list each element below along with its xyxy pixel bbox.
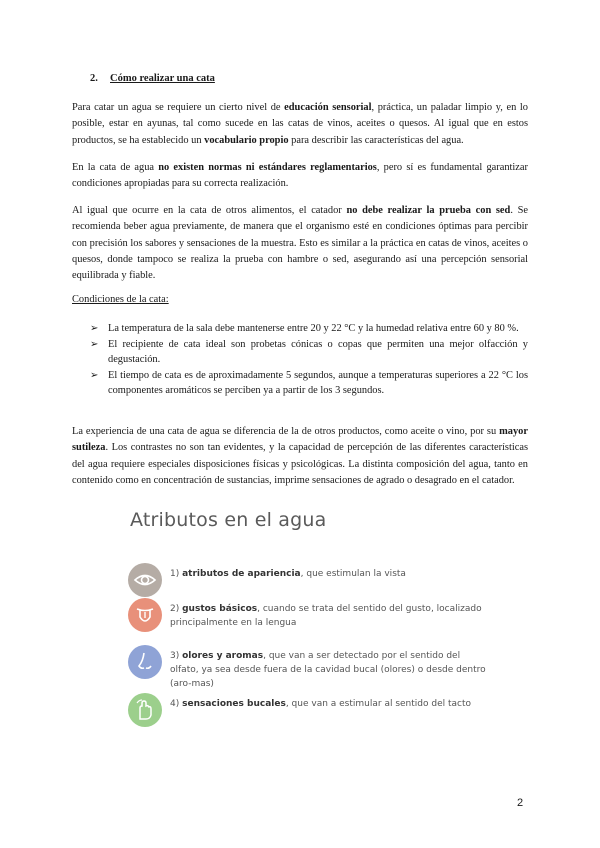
text-run: 2) <box>170 604 183 614</box>
bold-run: olores y aromas <box>182 651 264 661</box>
text-run: 4) <box>170 699 183 709</box>
infographic-title: Atributos en el agua <box>130 509 327 531</box>
text-run: , que van a estimular al sentido del tacto <box>285 699 472 709</box>
arrow-bullet-icon: ➢ <box>90 338 99 350</box>
list-item-text: El recipiente de cata ideal son probetas cónicas o copas que permiten una mejor olfacción y degustación. <box>108 338 528 365</box>
text-run: La experiencia de una cata de agua se diferencia de la de otros productos, como aceite o vino, por su <box>72 426 500 437</box>
attribute-text <box>170 649 488 691</box>
bold-run: gustos básicos <box>182 604 258 614</box>
paragraph-subtlety <box>72 424 528 489</box>
arrow-bullet-icon: ➢ <box>90 323 99 334</box>
conditions-title: Condiciones de la cata: <box>72 294 169 305</box>
text-run: . Los contrastes no son tan evidentes, y la capacidad de percepción de las diferentes características del agua requiere especiales disposiciones físicas y psicológicas. La distinta composición del agua, tanto en contenido como en concentración de sustancias, imprime sensaciones de agrado o desagrado en el catador. <box>72 442 528 486</box>
text-run: , pero sí es fundamental garantizar condiciones apropiadas para su correcta realización. <box>72 162 528 190</box>
hand-icon <box>128 693 162 727</box>
text-run: , que estimulan la vista <box>300 569 406 579</box>
section-title: Cómo realizar una cata <box>110 73 215 84</box>
arrow-bullet-icon: ➢ <box>90 369 99 381</box>
tongue-icon <box>128 598 162 632</box>
bold-run: no debe realizar la prueba con sed <box>346 205 511 216</box>
text-run: . Se recomienda beber agua previamente, de manera que el organismo esté en condiciones óptimas para percibir con precisión los sabores y sensaciones de la muestra. Esto es similar a la práctica en catas de vinos, aceites o quesos, donde tampoco se realiza la prueba con hambre o sed, asegurando así una percepción sensorial equilibrada y fiable. <box>72 205 528 282</box>
text-run: , que van a ser detectado por el sentido del olfato, ya sea desde fuera de la cavidad bucal (olores) o desde dentro (aro-mas) <box>170 651 486 689</box>
bold-run: educación sensorial <box>284 102 372 113</box>
list-item <box>90 321 528 337</box>
section-heading <box>90 73 215 84</box>
text-run: , cuando se trata del sentido del gusto, localizado principalmente en la lengua <box>170 604 482 628</box>
list-item-text: El tiempo de cata es de aproximadamente 5 segundos, aunque a temperaturas superiores a 22 °C los componentes aromáticos se perciben ya a partir de los 3 segundos. <box>108 369 528 396</box>
text-run: , práctica, un paladar limpio y, en lo posible, estar en ayunas, tal como sucede en las catas de vinos, aceites o quesos. Al igual que en estos productos, se ha establecido un <box>72 102 528 146</box>
text-run: 3) <box>170 651 183 661</box>
text-run: Para catar un agua se requiere un cierto nivel de <box>72 102 285 113</box>
nose-icon <box>128 645 162 679</box>
page-number: 2 <box>517 797 524 809</box>
text-run: En la cata de agua <box>72 162 159 173</box>
list-item <box>90 368 528 399</box>
list-item-text: La temperatura de la sala debe mantenerse entre 20 y 22 °C y la humedad relativa entre 60 y 80 %. <box>108 323 519 334</box>
attribute-text <box>170 567 488 581</box>
attributes-infographic <box>120 505 490 730</box>
bold-run: atributos de apariencia <box>182 569 301 579</box>
list-item <box>90 337 528 368</box>
bold-run: no existen normas ni estándares reglamentarios <box>158 162 377 173</box>
text-run: Al igual que ocurre en la cata de otros alimentos, el catador <box>72 205 347 216</box>
bold-run: mayor sutileza <box>72 426 528 454</box>
eye-icon <box>128 563 162 597</box>
attribute-text <box>170 697 488 711</box>
paragraph-intro <box>72 100 528 149</box>
conditions-list <box>90 321 528 399</box>
paragraph-thirst <box>72 203 528 284</box>
bold-run: sensaciones bucales <box>182 699 286 709</box>
section-number: 2. <box>90 73 98 84</box>
bold-run: vocabulario propio <box>204 134 289 146</box>
text-run: para describir las características del agua. <box>288 134 464 146</box>
paragraph-norms <box>72 160 528 193</box>
text-run: 1) <box>170 569 183 579</box>
attribute-text <box>170 602 488 630</box>
